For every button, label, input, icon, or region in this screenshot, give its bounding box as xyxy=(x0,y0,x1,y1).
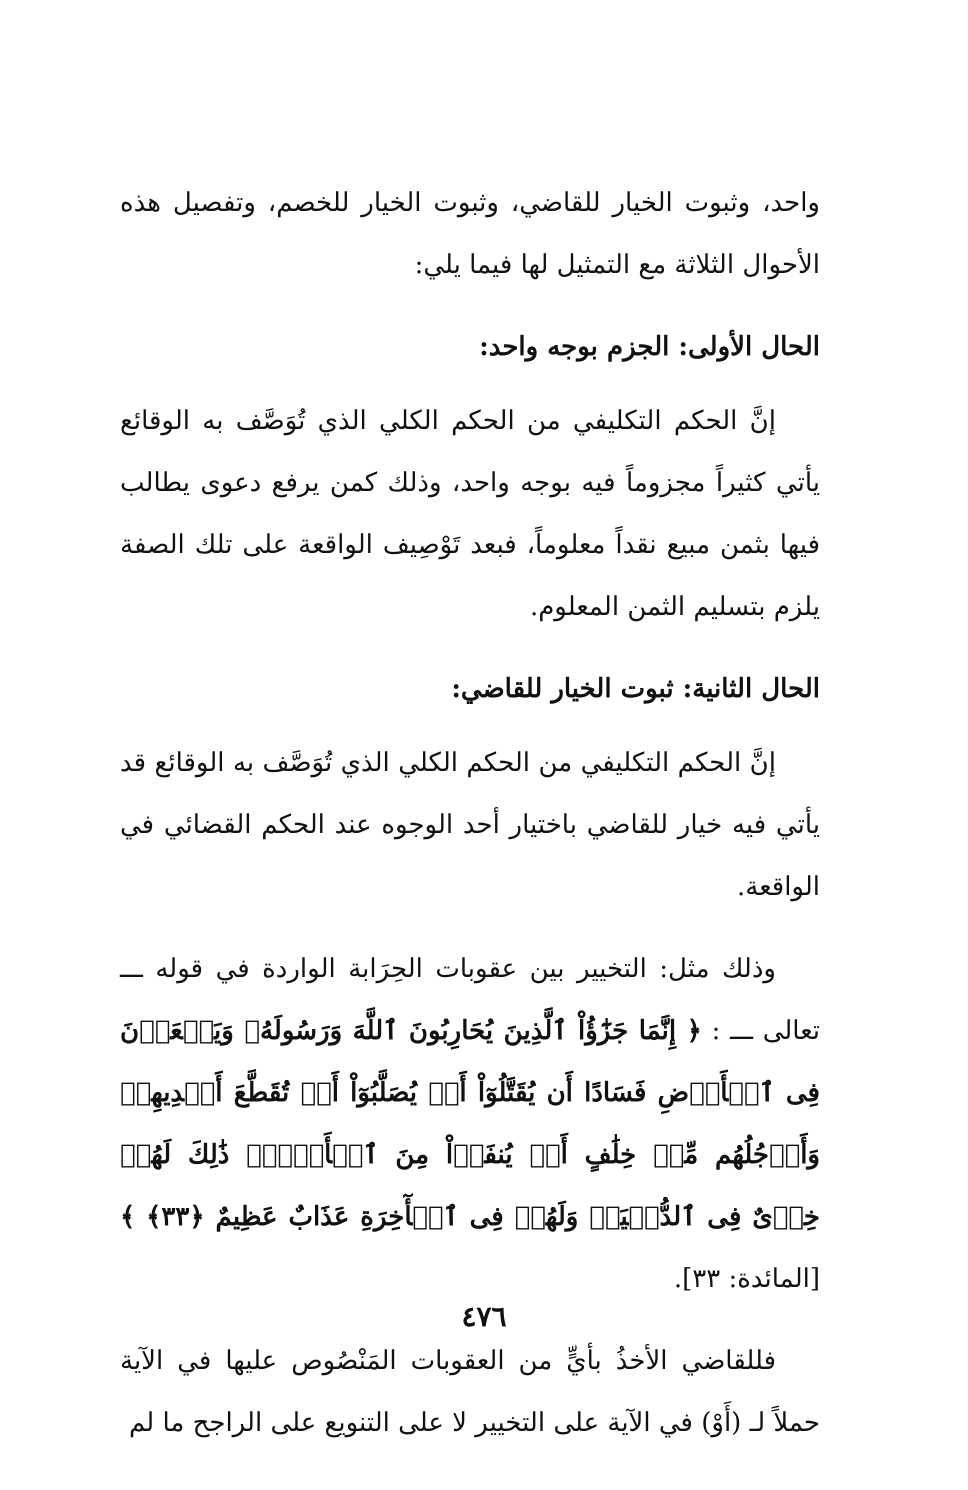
page-body xyxy=(120,172,820,1454)
paragraph-second-case: إنَّ الحكم التكليفي من الحكم الكلي الذي تُوَصَّف به الوقائع قد يأتي فيه خيار للقاضي باختيار أحد الوجوه عند الحكم القضائي في الواقعة. xyxy=(120,748,820,902)
page-number: ٤٧٦ xyxy=(461,1300,507,1333)
paragraph-first-case: إنَّ الحكم التكليفي من الحكم الكلي الذي تُوَصَّف به الوقائع يأتي كثيراً مجزوماً فيه بوجه واحد، وذلك كمن يرفع دعوى يطالب فيها بثمن مبيع نقداً معلوماً، فبعد تَوْصِيف الواقعة على تلك الصفة يلزم بتسليم الثمن المعلوم. xyxy=(120,406,820,622)
paragraph-judge-choice: فللقاضي الأخذُ بأيٍّ من العقوبات المَنْصُوص عليها في الآية حملاً لـ (أَوْ) في الآية على التخيير لا على التنويع على الراجح ما لم xyxy=(120,1346,820,1438)
heading-first-case: الحال الأولى: الجزم بوجه واحد: xyxy=(479,332,820,362)
paragraph-example xyxy=(120,938,820,1310)
paragraph-intro: واحد، وثبوت الخيار للقاضي، وثبوت الخيار للخصم، وتفصيل هذه الأحوال الثلاثة مع التمثيل لها فيما يلي: xyxy=(120,188,820,280)
verse-reference: [المائدة: ٣٣]. xyxy=(673,1264,820,1294)
example-intro-text: وذلك مثل: التخيير بين عقوبات الحِرَابة الواردة في قوله ـــ تعالى ـــ : xyxy=(120,954,821,1046)
heading-second-case: الحال الثانية: ثبوت الخيار للقاضي: xyxy=(451,674,820,704)
quran-verse: ﴿ إِنَّمَا جَزَٰٓؤُاْ ٱلَّذِينَ يُحَارِبُونَ ٱللَّهَ وَرَسُولَهُۥ وَيَسۡعَوۡنَ فِى ٱلۡأَرۡضِ فَسَادًا أَن يُقَتَّلُوٓاْ أَوۡ يُصَلَّبُوٓاْ أَوۡ تُقَطَّعَ أَيۡدِيهِمۡ وَأَرۡجُلُهُم مِّنۡ خِلَٰفٍ أَوۡ يُنفَوۡاْ مِنَ ٱلۡأَرۡضِۚ ذَٰلِكَ لَهُمۡ خِزۡىٌ فِى ٱلدُّنۡيَاۖ وَلَهُمۡ فِى ٱلۡأٓخِرَةِ عَذَابٌ عَظِيمٌ ﴿٣٣﴾ ﴾ xyxy=(120,1016,820,1232)
